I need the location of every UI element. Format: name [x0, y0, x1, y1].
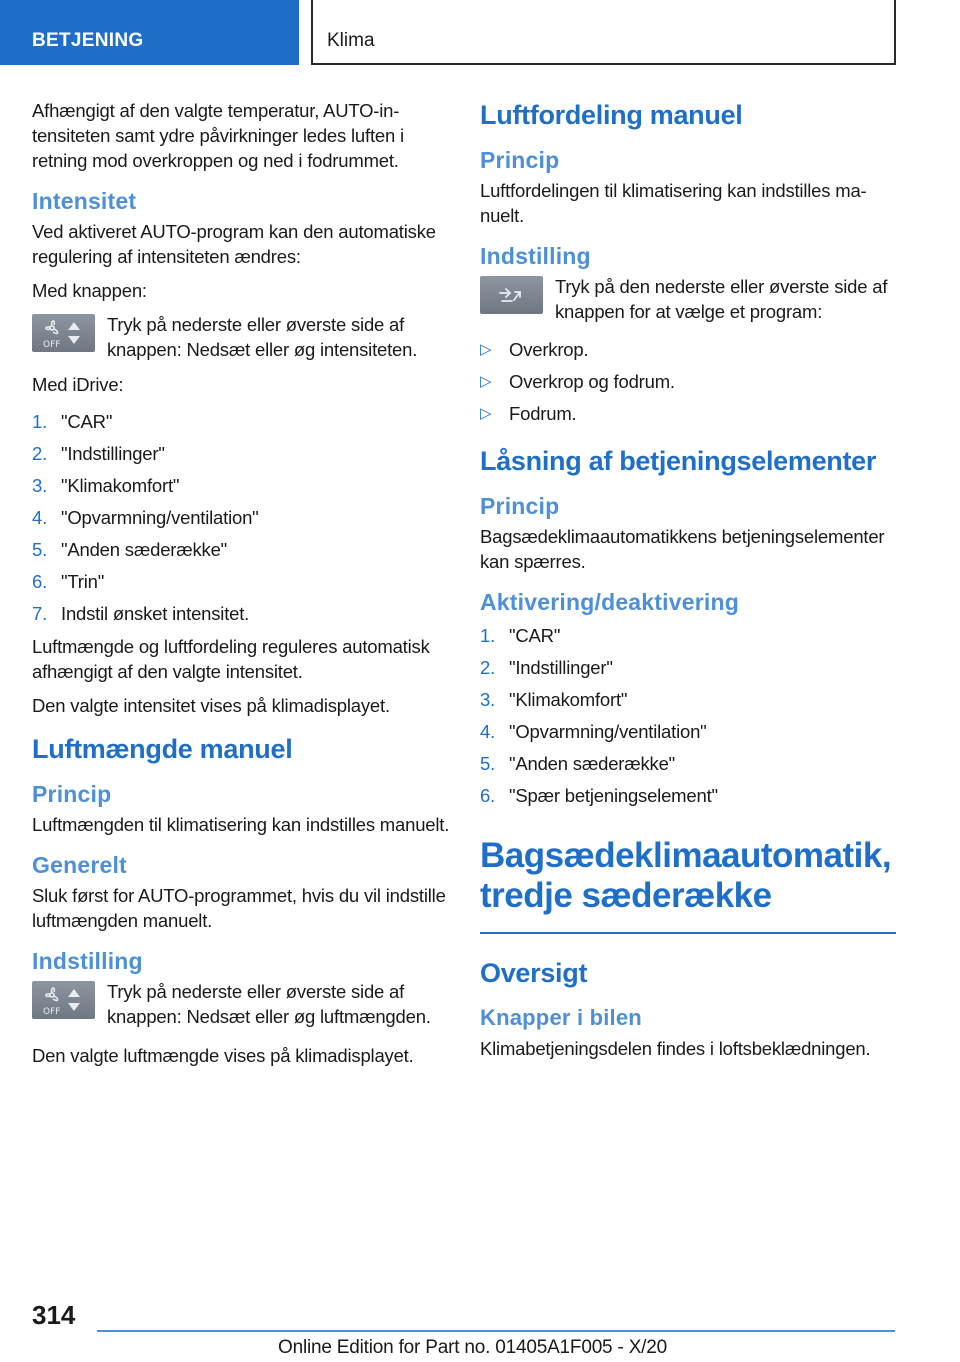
princip-heading: Princip — [480, 493, 560, 519]
intro-paragraph: Afhængigt af den valgte temperatur, AUTO-intensiteten samt ydre påvirkninger ledes luften i retning mod overkroppen og ned i fodrummet. — [32, 100, 404, 171]
luftfordeling-heading: Luftfordeling manuel — [480, 100, 743, 130]
airflow-button-text: Tryk på nederste eller øverste side af knappen: Nedsæt eller øg luftmængden. — [107, 981, 431, 1027]
laasning-princip-paragraph: Bagsædeklimaautomatikkens betjeningselementer kan spærres. — [480, 526, 885, 572]
right-column — [480, 98, 896, 1070]
aktivering-steps — [480, 620, 896, 812]
list-item: 4. "Opvarmning/ventilation" — [32, 507, 259, 528]
footer-divider — [97, 1330, 895, 1332]
chapter-title: Klima — [327, 30, 375, 51]
chapter-title-box — [311, 0, 896, 65]
list-item: ▷ Fodrum. — [480, 398, 896, 430]
princip-heading: Princip — [32, 781, 112, 807]
with-button-label: Med knappen: — [32, 280, 147, 301]
section-tab — [0, 0, 299, 65]
list-item: 1. "CAR" — [480, 625, 561, 646]
page-number: 314 — [32, 1300, 76, 1330]
aktivering-heading: Aktivering/deaktivering — [480, 589, 739, 615]
distribution-button-row — [480, 274, 896, 324]
list-item: 1. "CAR" — [32, 411, 113, 432]
list-item: 6. "Spær betjeningselement" — [480, 785, 718, 806]
princip-paragraph: Luftmængden til klimatisering kan indstilles manuelt. — [32, 814, 450, 835]
chapter-heading-line2: tredje sæderække — [480, 876, 772, 915]
generelt-heading: Generelt — [32, 852, 127, 878]
list-item: ▷ Overkrop. — [480, 334, 896, 366]
list-item: 7. Indstil ønsket intensitet. — [32, 603, 250, 624]
knapper-heading: Knapper i bilen — [480, 1005, 642, 1030]
intensitet-paragraph: Ved aktiveret AUTO-program kan den automatiske regulering af intensiteten ændres: — [32, 221, 436, 267]
knapper-paragraph: Klimabetjeningsdelen findes i loftsbeklædningen. — [480, 1038, 871, 1059]
distribution-button-text: Tryk på den nederste eller øverste side af knappen for at vælge et program: — [555, 276, 888, 322]
list-item: ▷ Overkrop og fodrum. — [480, 366, 896, 398]
oversigt-heading: Oversigt — [480, 958, 588, 988]
list-item: 5. "Anden sæderække" — [32, 539, 228, 560]
chapter-heading-line1: Bagsædeklimaautomatik, — [480, 836, 892, 875]
triangle-bullet-icon: ▷ — [480, 373, 492, 390]
heading-divider — [480, 932, 896, 934]
svg-text:OFF: OFF — [43, 340, 61, 350]
list-item: 5. "Anden sæderække" — [480, 753, 676, 774]
display-note: Den valgte intensitet vises på klimadisplayet. — [32, 695, 390, 716]
list-item: 6. "Trin" — [32, 571, 105, 592]
triangle-bullet-icon: ▷ — [480, 341, 492, 358]
luftmaengde-heading: Luftmængde manuel — [32, 734, 293, 764]
list-item: 2. "Indstillinger" — [32, 443, 165, 464]
idrive-label: Med iDrive: — [32, 374, 124, 395]
intensity-button-text: Tryk på nederste eller øverste side af knappen: Nedsæt eller øg intensiteten. — [107, 314, 418, 360]
fan-button-icon — [32, 981, 95, 1019]
laasning-heading: Låsning af betjeningselementer — [480, 446, 877, 476]
edition-note: Online Edition for Part no. 01405A1F005 - X/20 — [278, 1337, 667, 1358]
triangle-bullet-icon: ▷ — [480, 405, 492, 422]
princip-paragraph: Luftfordelingen til klimatisering kan indstilles manuelt. — [480, 180, 867, 226]
fan-button-icon — [32, 314, 95, 352]
indstilling-heading: Indstilling — [480, 243, 591, 269]
list-item: 3. "Klimakomfort" — [480, 689, 628, 710]
intensity-button-row — [32, 312, 450, 362]
left-column — [32, 98, 450, 1077]
list-item: 2. "Indstillinger" — [480, 657, 613, 678]
after-steps-paragraph: Luftmængde og luftfordeling reguleres automatisk afhængigt af den valgte intensitet. — [32, 636, 430, 682]
section-label: BETJENING — [32, 30, 144, 51]
indstilling-heading: Indstilling — [32, 948, 143, 974]
airflow-button-row — [32, 979, 450, 1029]
intensitet-heading: Intensitet — [32, 188, 137, 214]
generelt-paragraph: Sluk først for AUTO-programmet, hvis du vil indstille luftmængden manuelt. — [32, 885, 446, 931]
svg-text:OFF: OFF — [43, 1007, 61, 1017]
airflow-display-note: Den valgte luftmængde vises på klimadisplayet. — [32, 1045, 414, 1066]
air-distribution-button-icon — [480, 276, 543, 314]
idrive-steps — [32, 406, 450, 630]
list-item: 4. "Opvarmning/ventilation" — [480, 721, 707, 742]
princip-heading: Princip — [480, 147, 560, 173]
list-item: 3. "Klimakomfort" — [32, 475, 180, 496]
program-list — [480, 334, 896, 430]
chapter-heading — [480, 836, 896, 916]
